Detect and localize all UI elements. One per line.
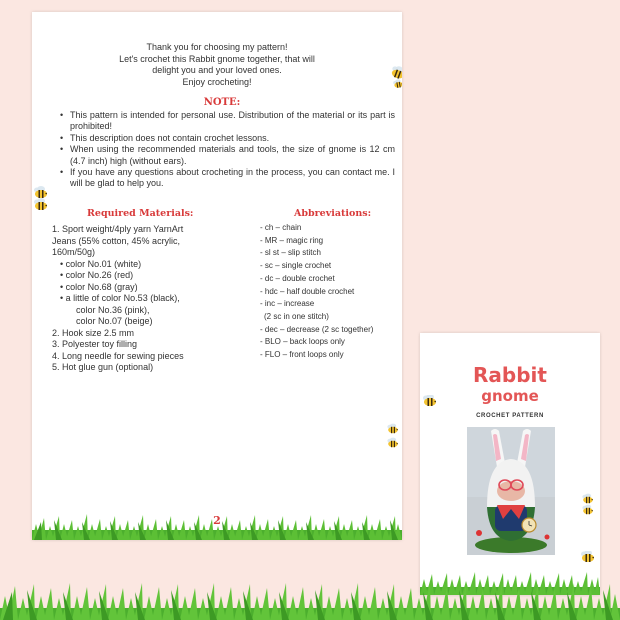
intro-line: Enjoy crocheting! xyxy=(182,76,252,87)
bee-icon xyxy=(580,493,596,517)
bee-icon xyxy=(580,551,596,565)
material-line: • color No.26 (red) xyxy=(60,270,134,280)
abbreviation-line: - dec – decrease (2 sc together) xyxy=(260,324,374,334)
abbreviation-line: - inc – increase xyxy=(260,299,315,309)
abbreviations-list xyxy=(260,222,400,362)
materials-title: Required Materials: xyxy=(87,208,194,219)
material-line: • color No.01 (white) xyxy=(60,258,142,269)
note-list xyxy=(60,110,395,190)
material-line: 4. Long needle for sewing pieces xyxy=(52,350,184,361)
abbreviation-line: - sc – single crochet xyxy=(260,261,332,271)
note-item: • When using the recommended materials and tools, the size of gnome is 12 cm (4.7 inch) high (without ears). xyxy=(60,144,395,167)
cover-title-rabbit: Rabbit xyxy=(473,363,547,387)
note-title: NOTE: xyxy=(203,97,241,108)
cover-title-gnome: gnome xyxy=(481,387,539,405)
material-line: • color No.68 (gray) xyxy=(60,281,138,292)
bee-icon xyxy=(388,64,402,88)
material-line: color No.36 (pink), xyxy=(76,304,150,315)
material-line: 5. Hot glue gun (optional) xyxy=(52,362,154,372)
material-line: 160m/50g) xyxy=(52,247,96,257)
abbreviations-title: Abbreviations: xyxy=(294,208,372,219)
abbreviation-line: (2 sc in one stitch) xyxy=(264,311,329,321)
material-line: • a little of color No.53 (black), xyxy=(60,293,180,303)
grass-border xyxy=(32,510,402,540)
material-line: 1. Sport weight/4ply yarn YarnArt xyxy=(52,224,184,234)
note-item: • This description does not contain crochet lessons. xyxy=(60,133,395,144)
cover-card xyxy=(420,333,600,595)
intro-line: Thank you for choosing my pattern! xyxy=(146,42,288,52)
note-item: • This pattern is intended for personal use. Distribution of the material or its part is prohibited! xyxy=(60,110,395,133)
abbreviation-line: - MR – magic ring xyxy=(260,235,324,245)
intro-line: Let's crochet this Rabbit gnome together, that will xyxy=(119,53,315,64)
intro-text xyxy=(32,42,402,88)
intro-line: delight you and your loved ones. xyxy=(152,65,282,75)
abbreviation-line: - FLO – front loops only xyxy=(260,350,344,360)
abbreviation-line: - ch – chain xyxy=(260,223,302,232)
cover-subtitle: CROCHET PATTERN xyxy=(476,413,544,419)
page-number: 2 xyxy=(213,514,221,527)
pattern-page xyxy=(32,12,402,540)
materials-list xyxy=(52,224,262,374)
abbreviation-line: - hdc – half double crochet xyxy=(260,286,355,296)
material-line: 3. Polyester toy filling xyxy=(52,339,138,349)
note-item: • If you have any questions about crocheting in the process, you can contact me. I will be glad to help you. xyxy=(60,167,395,190)
bee-icon xyxy=(384,422,402,452)
material-line: 2. Hook size 2.5 mm xyxy=(52,327,135,338)
bee-icon xyxy=(32,186,50,212)
grass-border xyxy=(0,580,620,620)
rabbit-gnome-photo xyxy=(467,427,555,555)
abbreviation-line: - BLO – back loops only xyxy=(260,337,345,347)
bee-icon xyxy=(422,395,438,409)
abbreviation-line: - dc – double crochet xyxy=(260,273,335,283)
material-line: color No.07 (beige) xyxy=(76,316,153,326)
abbreviation-line: - sl st – slip stitch xyxy=(260,248,321,258)
material-line: Jeans (55% cotton, 45% acrylic, xyxy=(52,235,181,246)
